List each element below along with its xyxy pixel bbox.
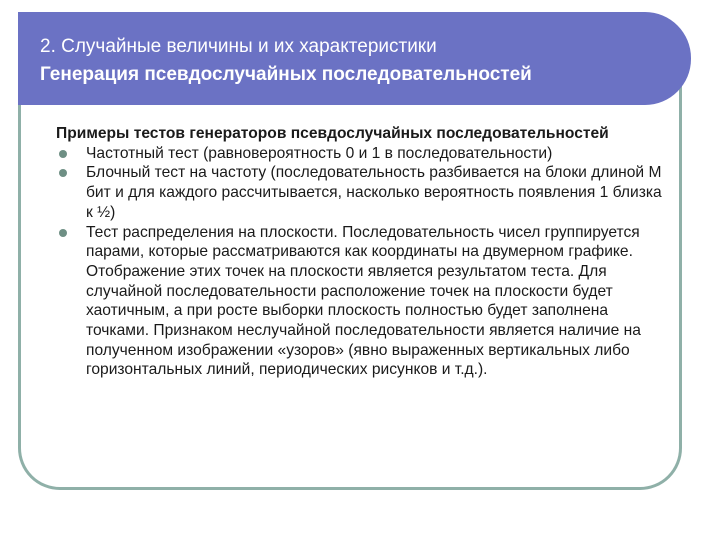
bullet-dot-icon (59, 150, 67, 158)
bullet-text: Тест распределения на плоскости. Последовательность чисел группируется парами, которые рассматриваются как координаты на двумерном графике. Отображение этих точек на плоскости является результатом теста. Для случайной последовательности расположение точек на плоскости будет хаотичным, а при росте выборки плоскость полностью будет заполнена точками. Признаком неслучайной последовательности является наличие на полученном изображении «узоров» (явно выраженных вертикальных либо горизонтальных линий, периодических рисунков и т.д.). (86, 223, 641, 379)
slide-section-title: 2. Случайные величины и их характеристики (40, 36, 437, 57)
bullet-item (56, 163, 668, 222)
bullet-item (56, 144, 668, 164)
slide-header (18, 12, 691, 105)
bullet-list (56, 144, 668, 380)
bullet-text: Блочный тест на частоту (последовательность разбивается на блоки длиной М бит и для каждого рассчитывается, насколько вероятность появления 1 близка к ½) (86, 164, 662, 221)
header-divider (22, 95, 638, 98)
slide-title: Генерация псевдослучайных последовательностей (40, 64, 532, 85)
bullet-item (56, 223, 668, 381)
slide-body (56, 124, 668, 380)
bullet-text: Частотный тест (равновероятность 0 и 1 в последовательности) (86, 144, 553, 162)
bullet-dot-icon (59, 229, 67, 237)
bullet-dot-icon (59, 169, 67, 177)
intro-heading: Примеры тестов генераторов псевдослучайных последовательностей (56, 125, 609, 142)
